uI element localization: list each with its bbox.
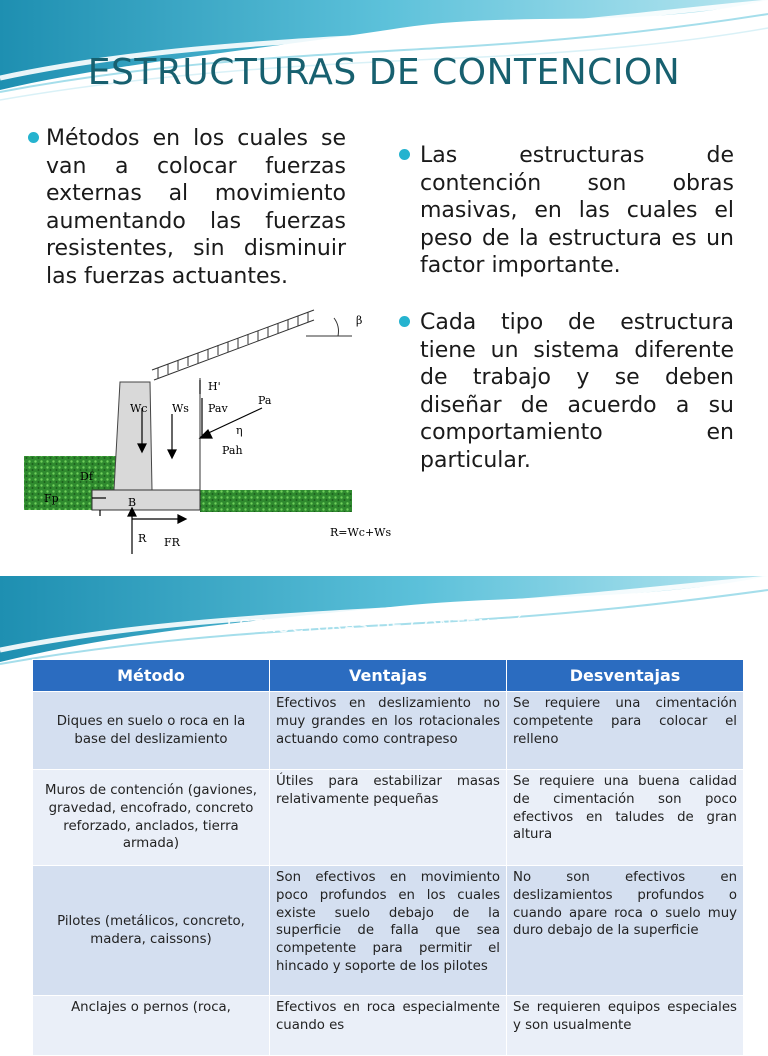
label-pah: Pah [222,444,243,457]
right-bullet-1-text: Las estructuras de contención son obras masivas, en las cuales el peso de la estructura es un factor importante. [420,143,734,278]
retaining-wall-diagram [22,298,402,560]
left-bullet-text [46,125,346,290]
right-bullet-2 [420,309,734,474]
slide-2 [0,576,768,1033]
cell-method: Anclajes o pernos (roca, [33,996,270,1056]
label-ws: Ws [172,402,189,415]
slide-2-title: ESTRUCTURAS DE CONTENCIÓN [226,616,542,637]
label-eta: η [236,424,243,437]
label-df: Df [80,470,93,483]
label-r: R [138,532,147,545]
table-header-row [33,660,744,692]
comparison-table [32,659,744,1056]
label-beta: β [356,314,363,327]
label-fr: FR [164,536,180,549]
label-formula: R=Wc+Ws [330,526,392,539]
column-header-method: Método [33,660,270,692]
left-bullet-paragraph: Métodos en los cuales se van a colocar fuerzas externas al movimiento aumentando las fuerzas resistentes, sin disminuir las fuerzas actuantes. [46,126,346,289]
label-pav: Pav [208,402,228,415]
bullet-icon [399,149,410,160]
cell-cons: Se requiere una buena calidad de cimentación son poco efectivos en taludes de gran altura [507,770,744,866]
backfill-slope [152,310,352,380]
cell-cons: No son efectivos en deslizamientos profundos o cuando apare roca o suelo muy duro debajo de la superficie [507,866,744,996]
cell-method: Diques en suelo o roca en la base del deslizamiento [33,692,270,770]
cell-method: Muros de contención (gaviones, gravedad, encofrado, concreto reforzado, anclados, tierra armada) [33,770,270,866]
table-row [33,996,744,1056]
slide-title: ESTRUCTURAS DE CONTENCION [87,52,681,93]
right-bullet-1 [420,142,734,280]
column-header-cons: Desventajas [507,660,744,692]
table-row [33,866,744,996]
cell-cons: Se requiere una cimentación competente para colocar el relleno [507,692,744,770]
label-wc: Wc [130,402,148,415]
bullet-icon [28,132,39,143]
ground-right [200,490,352,512]
label-pa: Pa [258,394,272,407]
table-row [33,692,744,770]
label-b: B [128,496,137,509]
cell-cons: Se requieren equipos especiales y son usualmente [507,996,744,1056]
cell-pros: Efectivos en roca especialmente cuando es [270,996,507,1056]
cell-method: Pilotes (metálicos, concreto, madera, caissons) [33,866,270,996]
right-bullet-2-text: Cada tipo de estructura tiene un sistema diferente de trabajo y se deben diseñar de acuerdo a su comportamiento en particular. [420,310,734,473]
label-fp: Fp [44,492,59,505]
cell-pros: Útiles para estabilizar masas relativamente pequeñas [270,770,507,866]
cell-pros: Efectivos en deslizamiento no muy grandes en los rotacionales actuando como contrapeso [270,692,507,770]
cell-pros: Son efectivos en movimiento poco profundos en los cuales existe suelo debajo de la superficie de falla que sea competente para permitir el hincado y soporte de los pilotes [270,866,507,996]
wall-base [92,490,200,510]
table-row [33,770,744,866]
wall-stem [114,382,152,490]
column-header-pros: Ventajas [270,660,507,692]
label-h-prime: H' [208,380,221,393]
